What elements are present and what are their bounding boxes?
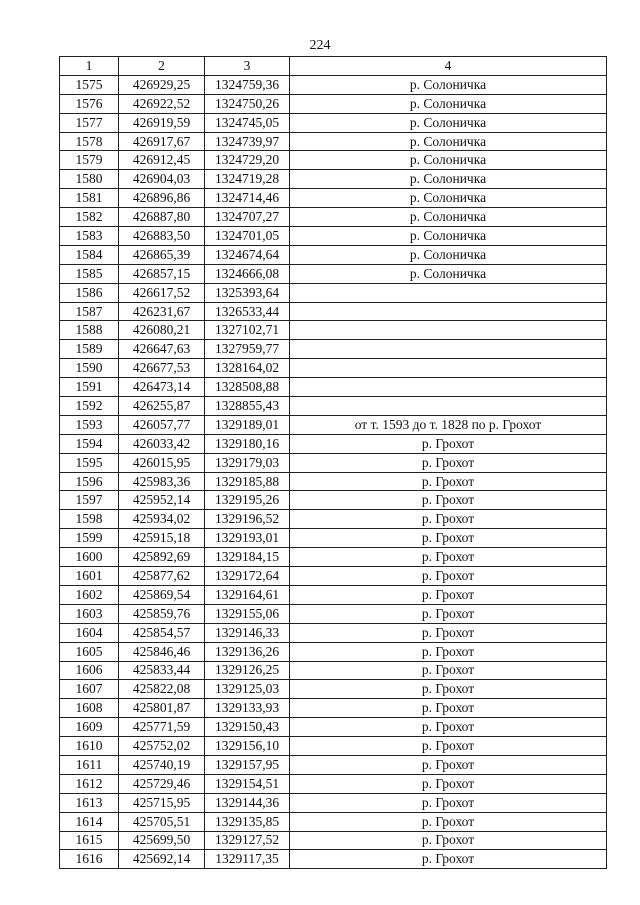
description-cell xyxy=(290,283,607,302)
y-coordinate-cell: 1327959,77 xyxy=(205,340,290,359)
y-coordinate-cell: 1324729,20 xyxy=(205,151,290,170)
description-cell: р. Грохот xyxy=(290,680,607,699)
y-coordinate-cell: 1324745,05 xyxy=(205,113,290,132)
table-row xyxy=(60,397,607,416)
point-number-cell: 1593 xyxy=(60,415,119,434)
y-coordinate-cell: 1329133,93 xyxy=(205,699,290,718)
x-coordinate-cell: 425771,59 xyxy=(119,718,205,737)
description-cell xyxy=(290,340,607,359)
y-coordinate-cell: 1329150,43 xyxy=(205,718,290,737)
x-coordinate-cell: 426033,42 xyxy=(119,434,205,453)
table-row xyxy=(60,75,607,94)
x-coordinate-cell: 425854,57 xyxy=(119,623,205,642)
table-row xyxy=(60,623,607,642)
table-row xyxy=(60,113,607,132)
table-row xyxy=(60,737,607,756)
y-coordinate-cell: 1329127,52 xyxy=(205,831,290,850)
description-cell: р. Грохот xyxy=(290,774,607,793)
point-number-cell: 1601 xyxy=(60,567,119,586)
description-cell: р. Солоничка xyxy=(290,189,607,208)
point-number-cell: 1580 xyxy=(60,170,119,189)
table-row xyxy=(60,264,607,283)
table-row xyxy=(60,208,607,227)
x-coordinate-cell: 426929,25 xyxy=(119,75,205,94)
y-coordinate-cell: 1329179,03 xyxy=(205,453,290,472)
x-coordinate-cell: 425915,18 xyxy=(119,529,205,548)
point-number-cell: 1606 xyxy=(60,661,119,680)
description-cell: р. Солоничка xyxy=(290,113,607,132)
table-row xyxy=(60,132,607,151)
description-cell: от т. 1593 до т. 1828 по р. Грохот xyxy=(290,415,607,434)
description-cell: р. Грохот xyxy=(290,548,607,567)
point-number-cell: 1586 xyxy=(60,283,119,302)
point-number-cell: 1575 xyxy=(60,75,119,94)
table-row xyxy=(60,283,607,302)
table-row xyxy=(60,793,607,812)
table-row xyxy=(60,472,607,491)
table-header xyxy=(60,57,607,76)
y-coordinate-cell: 1324707,27 xyxy=(205,208,290,227)
y-coordinate-cell: 1329164,61 xyxy=(205,585,290,604)
point-number-cell: 1616 xyxy=(60,850,119,869)
table-row xyxy=(60,567,607,586)
table-row xyxy=(60,718,607,737)
point-number-cell: 1598 xyxy=(60,510,119,529)
point-number-cell: 1594 xyxy=(60,434,119,453)
table-row xyxy=(60,831,607,850)
header-row xyxy=(60,57,607,76)
x-coordinate-cell: 425833,44 xyxy=(119,661,205,680)
point-number-cell: 1592 xyxy=(60,397,119,416)
x-coordinate-cell: 425729,46 xyxy=(119,774,205,793)
point-number-cell: 1595 xyxy=(60,453,119,472)
point-number-cell: 1609 xyxy=(60,718,119,737)
table-row xyxy=(60,755,607,774)
y-coordinate-cell: 1329136,26 xyxy=(205,642,290,661)
x-coordinate-cell: 425934,02 xyxy=(119,510,205,529)
description-cell: р. Солоничка xyxy=(290,227,607,246)
point-number-cell: 1605 xyxy=(60,642,119,661)
column-header-4: 4 xyxy=(290,57,607,76)
x-coordinate-cell: 425822,08 xyxy=(119,680,205,699)
table-row xyxy=(60,604,607,623)
table-row xyxy=(60,227,607,246)
x-coordinate-cell: 426857,15 xyxy=(119,264,205,283)
x-coordinate-cell: 425699,50 xyxy=(119,831,205,850)
coordinates-table xyxy=(59,56,607,869)
point-number-cell: 1576 xyxy=(60,94,119,113)
point-number-cell: 1612 xyxy=(60,774,119,793)
y-coordinate-cell: 1329135,85 xyxy=(205,812,290,831)
description-cell: р. Солоничка xyxy=(290,132,607,151)
point-number-cell: 1585 xyxy=(60,264,119,283)
description-cell: р. Грохот xyxy=(290,472,607,491)
point-number-cell: 1596 xyxy=(60,472,119,491)
y-coordinate-cell: 1329195,26 xyxy=(205,491,290,510)
table-row xyxy=(60,245,607,264)
y-coordinate-cell: 1329189,01 xyxy=(205,415,290,434)
y-coordinate-cell: 1329125,03 xyxy=(205,680,290,699)
x-coordinate-cell: 426904,03 xyxy=(119,170,205,189)
x-coordinate-cell: 426057,77 xyxy=(119,415,205,434)
table-row xyxy=(60,529,607,548)
y-coordinate-cell: 1324759,36 xyxy=(205,75,290,94)
x-coordinate-cell: 426912,45 xyxy=(119,151,205,170)
description-cell xyxy=(290,359,607,378)
x-coordinate-cell: 425705,51 xyxy=(119,812,205,831)
y-coordinate-cell: 1324750,26 xyxy=(205,94,290,113)
y-coordinate-cell: 1328508,88 xyxy=(205,378,290,397)
y-coordinate-cell: 1329155,06 xyxy=(205,604,290,623)
y-coordinate-cell: 1329154,51 xyxy=(205,774,290,793)
x-coordinate-cell: 426647,63 xyxy=(119,340,205,359)
point-number-cell: 1584 xyxy=(60,245,119,264)
x-coordinate-cell: 426080,21 xyxy=(119,321,205,340)
x-coordinate-cell: 426473,14 xyxy=(119,378,205,397)
x-coordinate-cell: 425952,14 xyxy=(119,491,205,510)
point-number-cell: 1597 xyxy=(60,491,119,510)
x-coordinate-cell: 426883,50 xyxy=(119,227,205,246)
description-cell xyxy=(290,397,607,416)
table-row xyxy=(60,321,607,340)
description-cell: р. Грохот xyxy=(290,718,607,737)
y-coordinate-cell: 1329180,16 xyxy=(205,434,290,453)
table-row xyxy=(60,774,607,793)
x-coordinate-cell: 426617,52 xyxy=(119,283,205,302)
table-row xyxy=(60,302,607,321)
table-row xyxy=(60,359,607,378)
x-coordinate-cell: 426677,53 xyxy=(119,359,205,378)
point-number-cell: 1581 xyxy=(60,189,119,208)
description-cell: р. Грохот xyxy=(290,529,607,548)
table-body xyxy=(60,75,607,868)
table-row xyxy=(60,661,607,680)
table-row xyxy=(60,548,607,567)
y-coordinate-cell: 1326533,44 xyxy=(205,302,290,321)
point-number-cell: 1611 xyxy=(60,755,119,774)
y-coordinate-cell: 1328164,02 xyxy=(205,359,290,378)
point-number-cell: 1608 xyxy=(60,699,119,718)
y-coordinate-cell: 1329196,52 xyxy=(205,510,290,529)
table-row xyxy=(60,850,607,869)
y-coordinate-cell: 1329156,10 xyxy=(205,737,290,756)
x-coordinate-cell: 425869,54 xyxy=(119,585,205,604)
x-coordinate-cell: 426865,39 xyxy=(119,245,205,264)
table-row xyxy=(60,642,607,661)
description-cell: р. Грохот xyxy=(290,699,607,718)
description-cell: р. Грохот xyxy=(290,812,607,831)
table-row xyxy=(60,699,607,718)
description-cell: р. Грохот xyxy=(290,585,607,604)
description-cell xyxy=(290,378,607,397)
point-number-cell: 1600 xyxy=(60,548,119,567)
point-number-cell: 1607 xyxy=(60,680,119,699)
y-coordinate-cell: 1329117,35 xyxy=(205,850,290,869)
description-cell: р. Солоничка xyxy=(290,94,607,113)
x-coordinate-cell: 425692,14 xyxy=(119,850,205,869)
x-coordinate-cell: 425892,69 xyxy=(119,548,205,567)
x-coordinate-cell: 425801,87 xyxy=(119,699,205,718)
table-row xyxy=(60,491,607,510)
table-row xyxy=(60,453,607,472)
point-number-cell: 1588 xyxy=(60,321,119,340)
description-cell: р. Солоничка xyxy=(290,75,607,94)
point-number-cell: 1604 xyxy=(60,623,119,642)
description-cell: р. Грохот xyxy=(290,491,607,510)
table-row xyxy=(60,189,607,208)
table-row xyxy=(60,680,607,699)
point-number-cell: 1599 xyxy=(60,529,119,548)
description-cell: р. Солоничка xyxy=(290,208,607,227)
point-number-cell: 1583 xyxy=(60,227,119,246)
table-row xyxy=(60,434,607,453)
y-coordinate-cell: 1329172,64 xyxy=(205,567,290,586)
point-number-cell: 1602 xyxy=(60,585,119,604)
x-coordinate-cell: 426887,80 xyxy=(119,208,205,227)
y-coordinate-cell: 1324739,97 xyxy=(205,132,290,151)
column-header-3: 3 xyxy=(205,57,290,76)
x-coordinate-cell: 426255,87 xyxy=(119,397,205,416)
table-row xyxy=(60,585,607,604)
y-coordinate-cell: 1329193,01 xyxy=(205,529,290,548)
x-coordinate-cell: 426919,59 xyxy=(119,113,205,132)
point-number-cell: 1579 xyxy=(60,151,119,170)
description-cell: р. Грохот xyxy=(290,737,607,756)
description-cell: р. Грохот xyxy=(290,623,607,642)
description-cell: р. Грохот xyxy=(290,642,607,661)
y-coordinate-cell: 1328855,43 xyxy=(205,397,290,416)
point-number-cell: 1587 xyxy=(60,302,119,321)
x-coordinate-cell: 426917,67 xyxy=(119,132,205,151)
table-row xyxy=(60,340,607,359)
x-coordinate-cell: 425877,62 xyxy=(119,567,205,586)
x-coordinate-cell: 425859,76 xyxy=(119,604,205,623)
page-number: 224 xyxy=(309,38,331,53)
point-number-cell: 1577 xyxy=(60,113,119,132)
y-coordinate-cell: 1329146,33 xyxy=(205,623,290,642)
table-row xyxy=(60,415,607,434)
table-row xyxy=(60,378,607,397)
description-cell xyxy=(290,321,607,340)
description-cell: р. Грохот xyxy=(290,567,607,586)
y-coordinate-cell: 1329126,25 xyxy=(205,661,290,680)
description-cell: р. Солоничка xyxy=(290,170,607,189)
point-number-cell: 1615 xyxy=(60,831,119,850)
x-coordinate-cell: 426922,52 xyxy=(119,94,205,113)
y-coordinate-cell: 1324666,08 xyxy=(205,264,290,283)
x-coordinate-cell: 425983,36 xyxy=(119,472,205,491)
y-coordinate-cell: 1329157,95 xyxy=(205,755,290,774)
y-coordinate-cell: 1324674,64 xyxy=(205,245,290,264)
description-cell: р. Грохот xyxy=(290,850,607,869)
x-coordinate-cell: 425846,46 xyxy=(119,642,205,661)
y-coordinate-cell: 1329185,88 xyxy=(205,472,290,491)
description-cell: р. Солоничка xyxy=(290,264,607,283)
description-cell: р. Солоничка xyxy=(290,245,607,264)
y-coordinate-cell: 1325393,64 xyxy=(205,283,290,302)
description-cell: р. Солоничка xyxy=(290,151,607,170)
point-number-cell: 1610 xyxy=(60,737,119,756)
y-coordinate-cell: 1324701,05 xyxy=(205,227,290,246)
point-number-cell: 1589 xyxy=(60,340,119,359)
table-row xyxy=(60,170,607,189)
description-cell: р. Грохот xyxy=(290,755,607,774)
x-coordinate-cell: 426015,95 xyxy=(119,453,205,472)
x-coordinate-cell: 426231,67 xyxy=(119,302,205,321)
description-cell: р. Грохот xyxy=(290,434,607,453)
point-number-cell: 1613 xyxy=(60,793,119,812)
description-cell: р. Грохот xyxy=(290,604,607,623)
table-row xyxy=(60,151,607,170)
description-cell: р. Грохот xyxy=(290,661,607,680)
table-row xyxy=(60,510,607,529)
point-number-cell: 1603 xyxy=(60,604,119,623)
description-cell: р. Грохот xyxy=(290,510,607,529)
column-header-2: 2 xyxy=(119,57,205,76)
point-number-cell: 1578 xyxy=(60,132,119,151)
y-coordinate-cell: 1324719,28 xyxy=(205,170,290,189)
column-header-1: 1 xyxy=(60,57,119,76)
description-cell: р. Грохот xyxy=(290,831,607,850)
x-coordinate-cell: 425740,19 xyxy=(119,755,205,774)
description-cell: р. Грохот xyxy=(290,453,607,472)
point-number-cell: 1582 xyxy=(60,208,119,227)
y-coordinate-cell: 1327102,71 xyxy=(205,321,290,340)
x-coordinate-cell: 425715,95 xyxy=(119,793,205,812)
y-coordinate-cell: 1329144,36 xyxy=(205,793,290,812)
table-row xyxy=(60,94,607,113)
y-coordinate-cell: 1329184,15 xyxy=(205,548,290,567)
table-row xyxy=(60,812,607,831)
point-number-cell: 1591 xyxy=(60,378,119,397)
y-coordinate-cell: 1324714,46 xyxy=(205,189,290,208)
point-number-cell: 1614 xyxy=(60,812,119,831)
description-cell: р. Грохот xyxy=(290,793,607,812)
point-number-cell: 1590 xyxy=(60,359,119,378)
x-coordinate-cell: 426896,86 xyxy=(119,189,205,208)
description-cell xyxy=(290,302,607,321)
x-coordinate-cell: 425752,02 xyxy=(119,737,205,756)
